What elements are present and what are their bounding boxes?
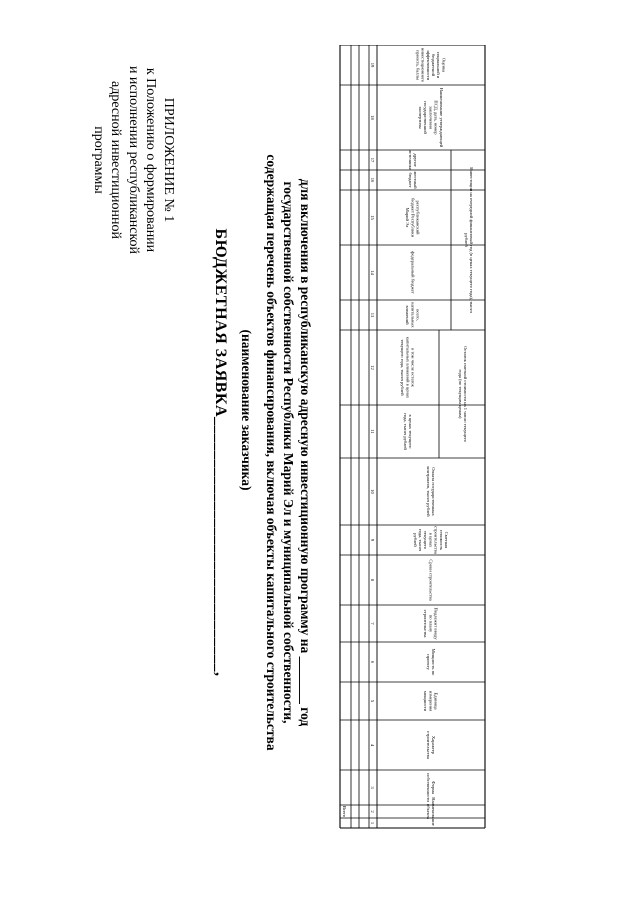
column-header: федеральный бюджет [410,251,416,294]
group-header: года (по текущим ценам) [457,369,463,419]
appendix-block [90,60,178,260]
appendix-number: ПРИЛОЖЕНИЕ № 1 [161,97,176,223]
column-header: капитальных [410,302,416,328]
column-header: Сметная [444,531,449,549]
column-header: текущего года, тысяч рублей [400,339,406,396]
column-header: Сроки строительства [428,559,434,601]
column-header: социальной и [436,51,442,79]
group-header: рублей [463,233,469,247]
column-header: инвестиционного [420,47,426,83]
column-header: капитальных вложений в ценах [405,336,411,399]
column-number: 13 [369,312,375,318]
column-header: заключения [428,105,434,130]
subtitle-line-1: содержащая перечень объектов финансирования, включая объекты капитального строительства [264,154,279,751]
column-header: объекта [425,803,431,820]
column-header: по плану [428,614,434,633]
column-number: 14 [369,270,375,275]
document-title [211,0,229,905]
appendix-line: программы [91,126,106,194]
column-number: 6 [369,660,375,664]
column-header: ПСД, дата, номер [433,100,439,135]
column-header: Подлежит вводу [433,607,439,640]
column-header: Наименование утверждающей [438,87,444,148]
column-header: контрактов, тысяч рублей [425,466,431,517]
column-header: республиканский [415,200,421,235]
column-number: 15 [369,215,375,220]
column-header: источники [407,149,413,171]
group-header: Остаток сметной стоимости на 1 число текущего [463,346,468,442]
column-header: Оценка [441,57,447,73]
column-header: Оплата государственных [431,467,436,516]
column-number: 8 [369,578,375,582]
column-header: государственной [423,101,429,134]
column-number: 18 [369,115,375,120]
column-header: в ценах текущего [408,414,413,449]
column-number: 3 [369,786,375,789]
column-number: 11 [369,429,375,434]
column-header: экспертизы [418,106,423,129]
column-header: в ценах [428,532,434,548]
column-header: строительства [433,526,439,554]
column-number: 9 [369,538,375,542]
budget-table-grid [319,45,639,895]
group-header: Инвестиции на очередной финансовый год (в ценах текущего года), тысяч [469,167,474,313]
appendix-line: и исполнении республиканской [126,65,141,255]
column-header: года, тысяч [418,528,423,552]
column-header: бюджет [407,172,413,188]
column-header: Наименование [431,797,436,826]
column-number: 10 [369,489,375,494]
title-text: БЮДЖЕТНАЯ ЗАЯВКА [212,228,229,417]
budget-table [319,45,639,895]
column-number: 2 [369,810,375,813]
appendix-line: адресной инвестиционной [108,81,124,239]
column-header: Характер [431,735,436,755]
column-number: 5 [369,699,375,703]
column-header: собственности [425,773,431,802]
column-header: измерения [428,690,434,712]
column-header: Форма [431,780,436,795]
total-label: Всего [342,805,347,818]
column-number: 1 [369,821,375,825]
column-header: стоимость [438,529,444,551]
column-header: проекта, баллы [415,50,421,80]
subtitle-line-2: государственной собственности Республики Марий Эл и муниципальной собственности, [281,181,296,724]
column-header: бюджетной [431,53,436,77]
column-header: Марий Эл [405,207,411,228]
column-number: 16 [369,177,375,183]
column-number: 7 [369,622,375,625]
column-header: местный [413,171,418,189]
column-header: Мощность по [431,648,436,676]
column-header: строительства [423,609,429,638]
subtitle-line-3: для включения в республиканскую адресную инвестиционную программу на _______ год [298,178,313,727]
column-number: 19 [369,62,375,68]
column-header: строительства [425,731,431,759]
column-header: текущего [423,530,429,550]
column-header: вложений [405,305,411,325]
column-header: в том числе остаток [410,348,416,387]
customer-caption: (наименование заказчика) [239,329,254,491]
column-header: всего, [415,309,421,321]
column-header: Единица [433,692,439,710]
column-header: рублей [412,533,418,547]
column-number: 17 [369,157,375,163]
appendix-line: к Положению о формировании [143,67,159,253]
customer-blank: ______________________________, [212,417,229,677]
column-header: года, тысяч рублей [402,413,408,450]
column-header: эффективности [425,49,431,81]
column-header: проекту [425,654,431,670]
column-header: мощности [423,690,429,712]
column-number: 12 [369,365,375,370]
column-number: 4 [369,743,375,747]
column-header: другие [413,153,418,167]
column-header: бюджет Республики [410,197,416,238]
